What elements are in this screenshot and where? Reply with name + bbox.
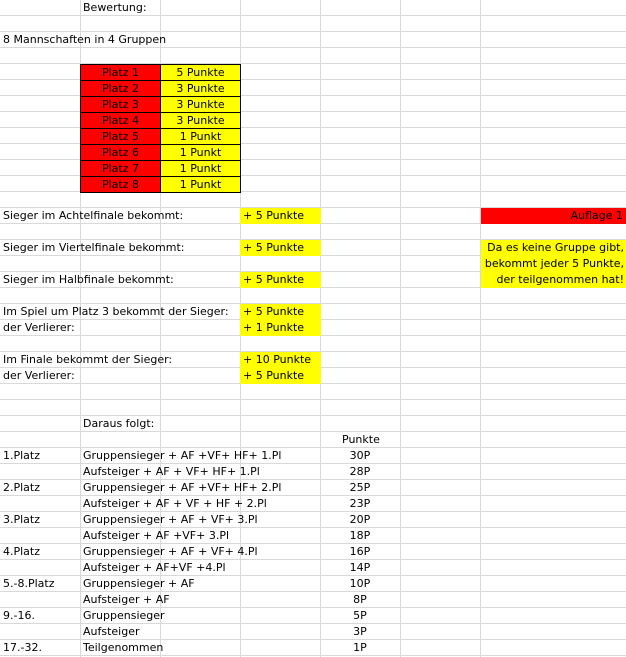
- rule-value[interactable]: + 5 Punkte: [240, 240, 321, 256]
- rule-label[interactable]: Im Spiel um Platz 3 bekommt der Sieger:: [3, 305, 229, 318]
- result-desc[interactable]: Gruppensieger + AF +VF+ HF+ 1.Pl: [83, 449, 282, 462]
- result-desc[interactable]: Aufsteiger + AF + VF+ HF+ 1.Pl: [83, 465, 260, 478]
- rule-label[interactable]: der Verlierer:: [3, 369, 75, 382]
- platz-cell[interactable]: Platz 8: [80, 176, 161, 193]
- punkte-cell[interactable]: 3 Punkte: [160, 96, 241, 113]
- punkte-header[interactable]: Punkte: [342, 433, 380, 446]
- punkte-cell[interactable]: 1 Punkt: [160, 176, 241, 193]
- rule-value[interactable]: + 5 Punkte: [240, 272, 321, 288]
- daraus-folgt-label[interactable]: Daraus folgt:: [83, 417, 155, 430]
- result-points[interactable]: 5P: [353, 609, 367, 622]
- rule-value[interactable]: + 5 Punkte: [240, 368, 321, 384]
- rule-value[interactable]: + 5 Punkte: [240, 208, 321, 224]
- result-desc[interactable]: Gruppensieger + AF + VF+ 3.Pl: [83, 513, 258, 526]
- result-points[interactable]: 18P: [349, 529, 371, 542]
- result-desc[interactable]: Teilgenommen: [83, 641, 164, 654]
- result-points[interactable]: 10P: [349, 577, 371, 590]
- result-points[interactable]: 28P: [349, 465, 371, 478]
- result-desc[interactable]: Aufsteiger + AF + VF + HF + 2.Pl: [83, 497, 267, 510]
- result-points[interactable]: 14P: [349, 561, 371, 574]
- result-place[interactable]: 3.Platz: [3, 513, 41, 526]
- bewertung-label[interactable]: Bewertung:: [83, 1, 147, 14]
- note-line-2: bekommt jeder 5 Punkte,: [484, 257, 624, 270]
- result-points[interactable]: 3P: [353, 625, 367, 638]
- rule-label[interactable]: Sieger im Achtelfinale bekommt:: [3, 209, 184, 222]
- note-line-1: Da es keine Gruppe gibt,: [487, 241, 624, 254]
- punkte-cell[interactable]: 1 Punkt: [160, 128, 241, 145]
- note-line-3: der teilgenommen hat!: [496, 273, 624, 286]
- result-desc[interactable]: Aufsteiger + AF+VF +4.Pl: [83, 561, 226, 574]
- platz-cell[interactable]: Platz 5: [80, 128, 161, 145]
- result-desc[interactable]: Aufsteiger + AF: [83, 593, 170, 606]
- result-desc[interactable]: Gruppensieger: [83, 609, 165, 622]
- result-place[interactable]: 5.-8.Platz: [3, 577, 55, 590]
- result-desc[interactable]: Gruppensieger + AF + VF+ 4.Pl: [83, 545, 258, 558]
- punkte-cell[interactable]: 3 Punkte: [160, 112, 241, 129]
- result-desc[interactable]: Aufsteiger: [83, 625, 140, 638]
- result-points[interactable]: 8P: [353, 593, 367, 606]
- rule-label[interactable]: Sieger im Halbfinale bekommt:: [3, 273, 174, 286]
- platz-cell[interactable]: Platz 2: [80, 80, 161, 97]
- result-points[interactable]: 1P: [353, 641, 367, 654]
- platz-cell[interactable]: Platz 1: [80, 64, 161, 81]
- platz-cell[interactable]: Platz 7: [80, 160, 161, 177]
- rule-label[interactable]: Sieger im Viertelfinale bekommt:: [3, 241, 185, 254]
- rule-value[interactable]: + 10 Punkte: [240, 352, 321, 368]
- note-box[interactable]: [481, 240, 626, 288]
- platz-cell[interactable]: Platz 4: [80, 112, 161, 129]
- result-points[interactable]: 23P: [349, 497, 371, 510]
- result-points[interactable]: 30P: [349, 449, 371, 462]
- auflage-cell[interactable]: Auflage 1: [481, 208, 626, 224]
- rule-value[interactable]: + 5 Punkte: [240, 304, 321, 320]
- result-desc[interactable]: Gruppensieger + AF: [83, 577, 195, 590]
- mannschaften-label[interactable]: 8 Mannschaften in 4 Gruppen: [3, 33, 167, 46]
- result-points[interactable]: 25P: [349, 481, 371, 494]
- platz-cell[interactable]: Platz 6: [80, 144, 161, 161]
- punkte-cell[interactable]: 5 Punkte: [160, 64, 241, 81]
- result-points[interactable]: 20P: [349, 513, 371, 526]
- rule-label[interactable]: Im Finale bekommt der Sieger:: [3, 353, 173, 366]
- result-place[interactable]: 17.-32.: [3, 641, 42, 654]
- result-place[interactable]: 2.Platz: [3, 481, 41, 494]
- platz-cell[interactable]: Platz 3: [80, 96, 161, 113]
- punkte-cell[interactable]: 3 Punkte: [160, 80, 241, 97]
- result-points[interactable]: 16P: [349, 545, 371, 558]
- result-place[interactable]: 1.Platz: [3, 449, 41, 462]
- rule-label[interactable]: der Verlierer:: [3, 321, 75, 334]
- rule-value[interactable]: + 1 Punkte: [240, 320, 321, 336]
- grid-hline: [0, 399, 626, 400]
- result-desc[interactable]: Aufsteiger + AF +VF+ 3.Pl: [83, 529, 230, 542]
- result-desc[interactable]: Gruppensieger + AF +VF+ HF+ 2.Pl: [83, 481, 282, 494]
- punkte-cell[interactable]: 1 Punkt: [160, 144, 241, 161]
- result-place[interactable]: 9.-16.: [3, 609, 35, 622]
- punkte-cell[interactable]: 1 Punkt: [160, 160, 241, 177]
- result-place[interactable]: 4.Platz: [3, 545, 41, 558]
